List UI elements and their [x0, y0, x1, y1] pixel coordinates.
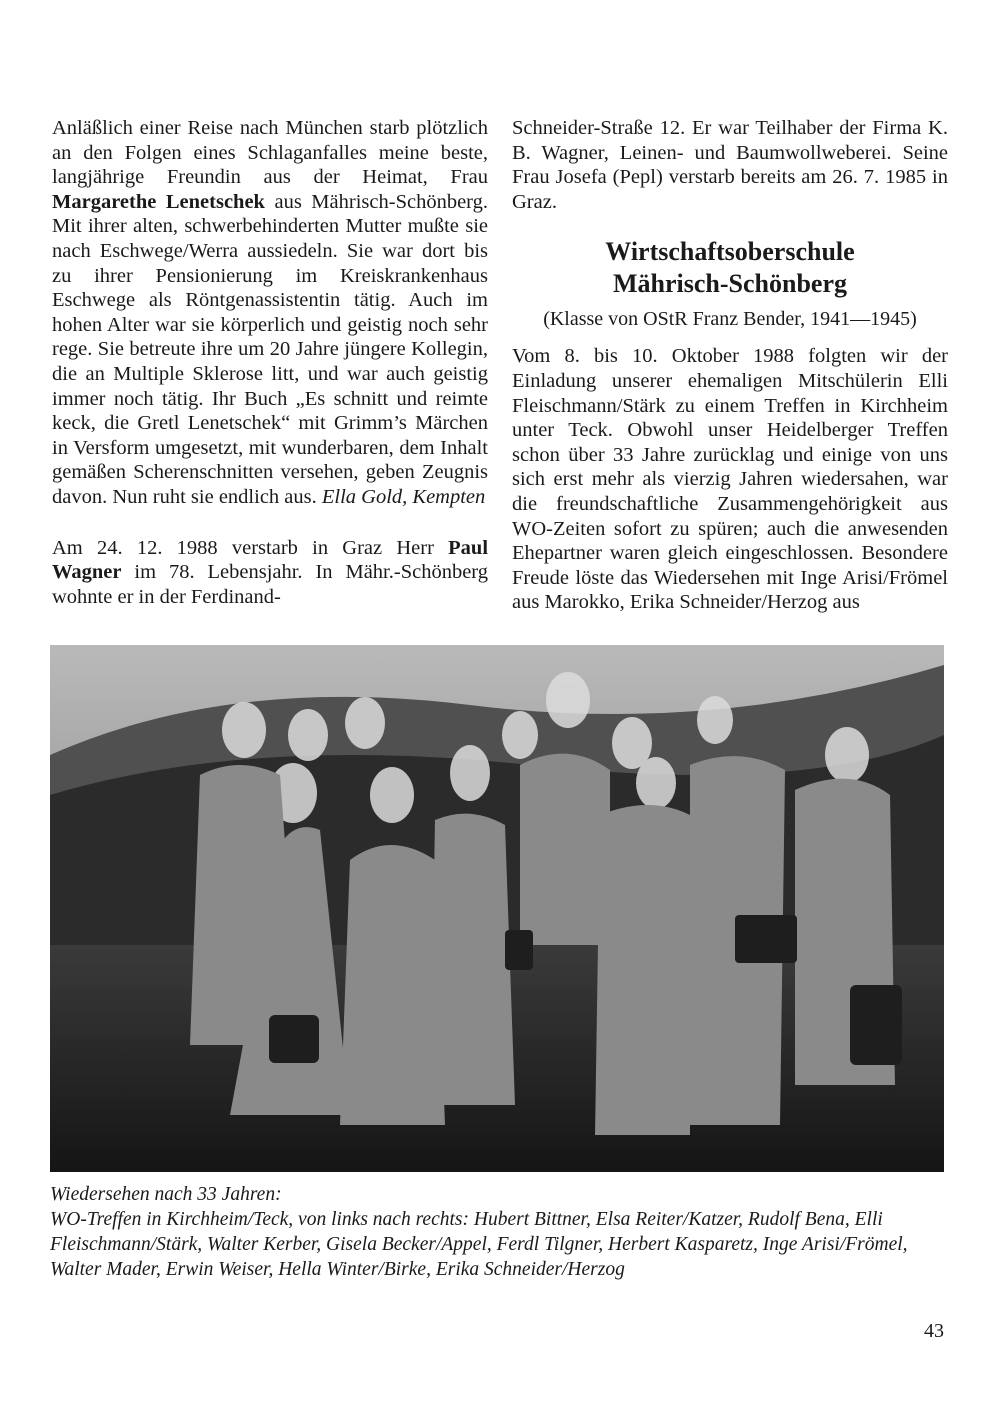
- right-column: [512, 116, 948, 615]
- group-photo: [50, 645, 944, 1172]
- group-photo-illustration: [50, 645, 944, 1172]
- left-column: [52, 116, 488, 609]
- heading-line-1: Wirtschaftsoberschule: [605, 237, 855, 267]
- author-byline: Ella Gold, Kempten: [321, 485, 486, 508]
- article-body: Vom 8. bis 10. Oktober 1988 folgten wir der Einladung unserer ehemaligen Mitschülerin Elli Fleischmann/Stärk zu einem Treffen in Kirchheim unter Teck. Obwohl unser Heidelberger Treffen schon über 33 Jahre zurücklag und einige von uns sich erst mehr als vierzig Jahren wiedersahen, war die freundschaftliche Zusammengehörigkeit aus WO-Zeiten sofort zu spüren; auch die anwesenden Ehepartner waren gleich eingeschlossen. Besondere Freude löste das Wiedersehen mit Inge Arisi/Frömel aus Marokko, Erika Schneider/Herzog aus: [512, 345, 948, 614]
- deceased-name: Margarethe Lenetschek: [52, 190, 265, 213]
- deceased-name: Paul Wagner: [52, 536, 489, 584]
- obituary-text-body: aus Mährisch-Schönberg. Mit ihrer alten, schwerbehinderten Mutter mußte sie nach Eschwege/Werra aussiedeln. Sie war dort bis zu ihrer Pensionierung im Kreiskrankenhaus Eschwege als Röntgenassistentin tätig. Auch im hohen Alter war sie körperlich und geistig noch sehr rege. Sie betreute ihre um 20 Jahre jüngere Kollegin, die an Multiple Sklerose litt, und war auch geistig immer noch tätig. Ihr Buch „Es schnitt und reimte keck, die Gretl Lenetschek“ mit Grimm’s Märchen in Versform umgesetzt, mit wunderbaren, dem Inhalt gemäßen Scherenschnitten versehen, geben Zeugnis davon. Nun ruht sie endlich aus.: [52, 190, 488, 508]
- caption-title: Wiedersehen nach 33 Jahren:: [50, 1184, 282, 1205]
- page-number: 43: [924, 1320, 944, 1342]
- obituary-text-body: im 78. Lebensjahr. In Mähr.-Schönberg wohnte er in der Ferdinand-: [52, 561, 489, 608]
- caption-names: WO-Treffen in Kirchheim/Teck, von links nach rechts: Hubert Bittner, Elsa Reiter/Katzer, Rudolf Bena, Elli Fleischmann/Stärk, Walter Kerber, Gisela Becker/Appel, Ferdl Tilgner, Herbert Kasparetz, Inge Arisi/Frömel, Walter Mader, Erwin Weiser, Hella Winter/Birke, Erika Schneider/Herzog: [50, 1209, 908, 1280]
- obituary-text-start: Anläßlich einer Reise nach München starb plötzlich an den Folgen eines Schlaganfalles meine beste, langjährige Freundin aus der Heimat, Frau: [52, 117, 488, 189]
- photo-caption: [50, 1182, 944, 1282]
- obituary-continuation: Schneider-Straße 12. Er war Teilhaber der Firma K. B. Wagner, Leinen- und Baumwollweberei. Seine Frau Josefa (Pepl) verstarb bereits am 26. 7. 1985 in Graz.: [512, 117, 948, 213]
- obituary-text-start: Am 24. 12. 1988 verstarb in Graz Herr: [52, 536, 434, 559]
- section-heading: [512, 236, 948, 300]
- obituary-wagner: [52, 536, 488, 610]
- heading-line-2: Mährisch-Schönberg: [613, 269, 847, 299]
- obituary-lenetschek: [52, 116, 488, 510]
- section-subheading: (Klasse von OStR Franz Bender, 1941—1945): [543, 308, 917, 331]
